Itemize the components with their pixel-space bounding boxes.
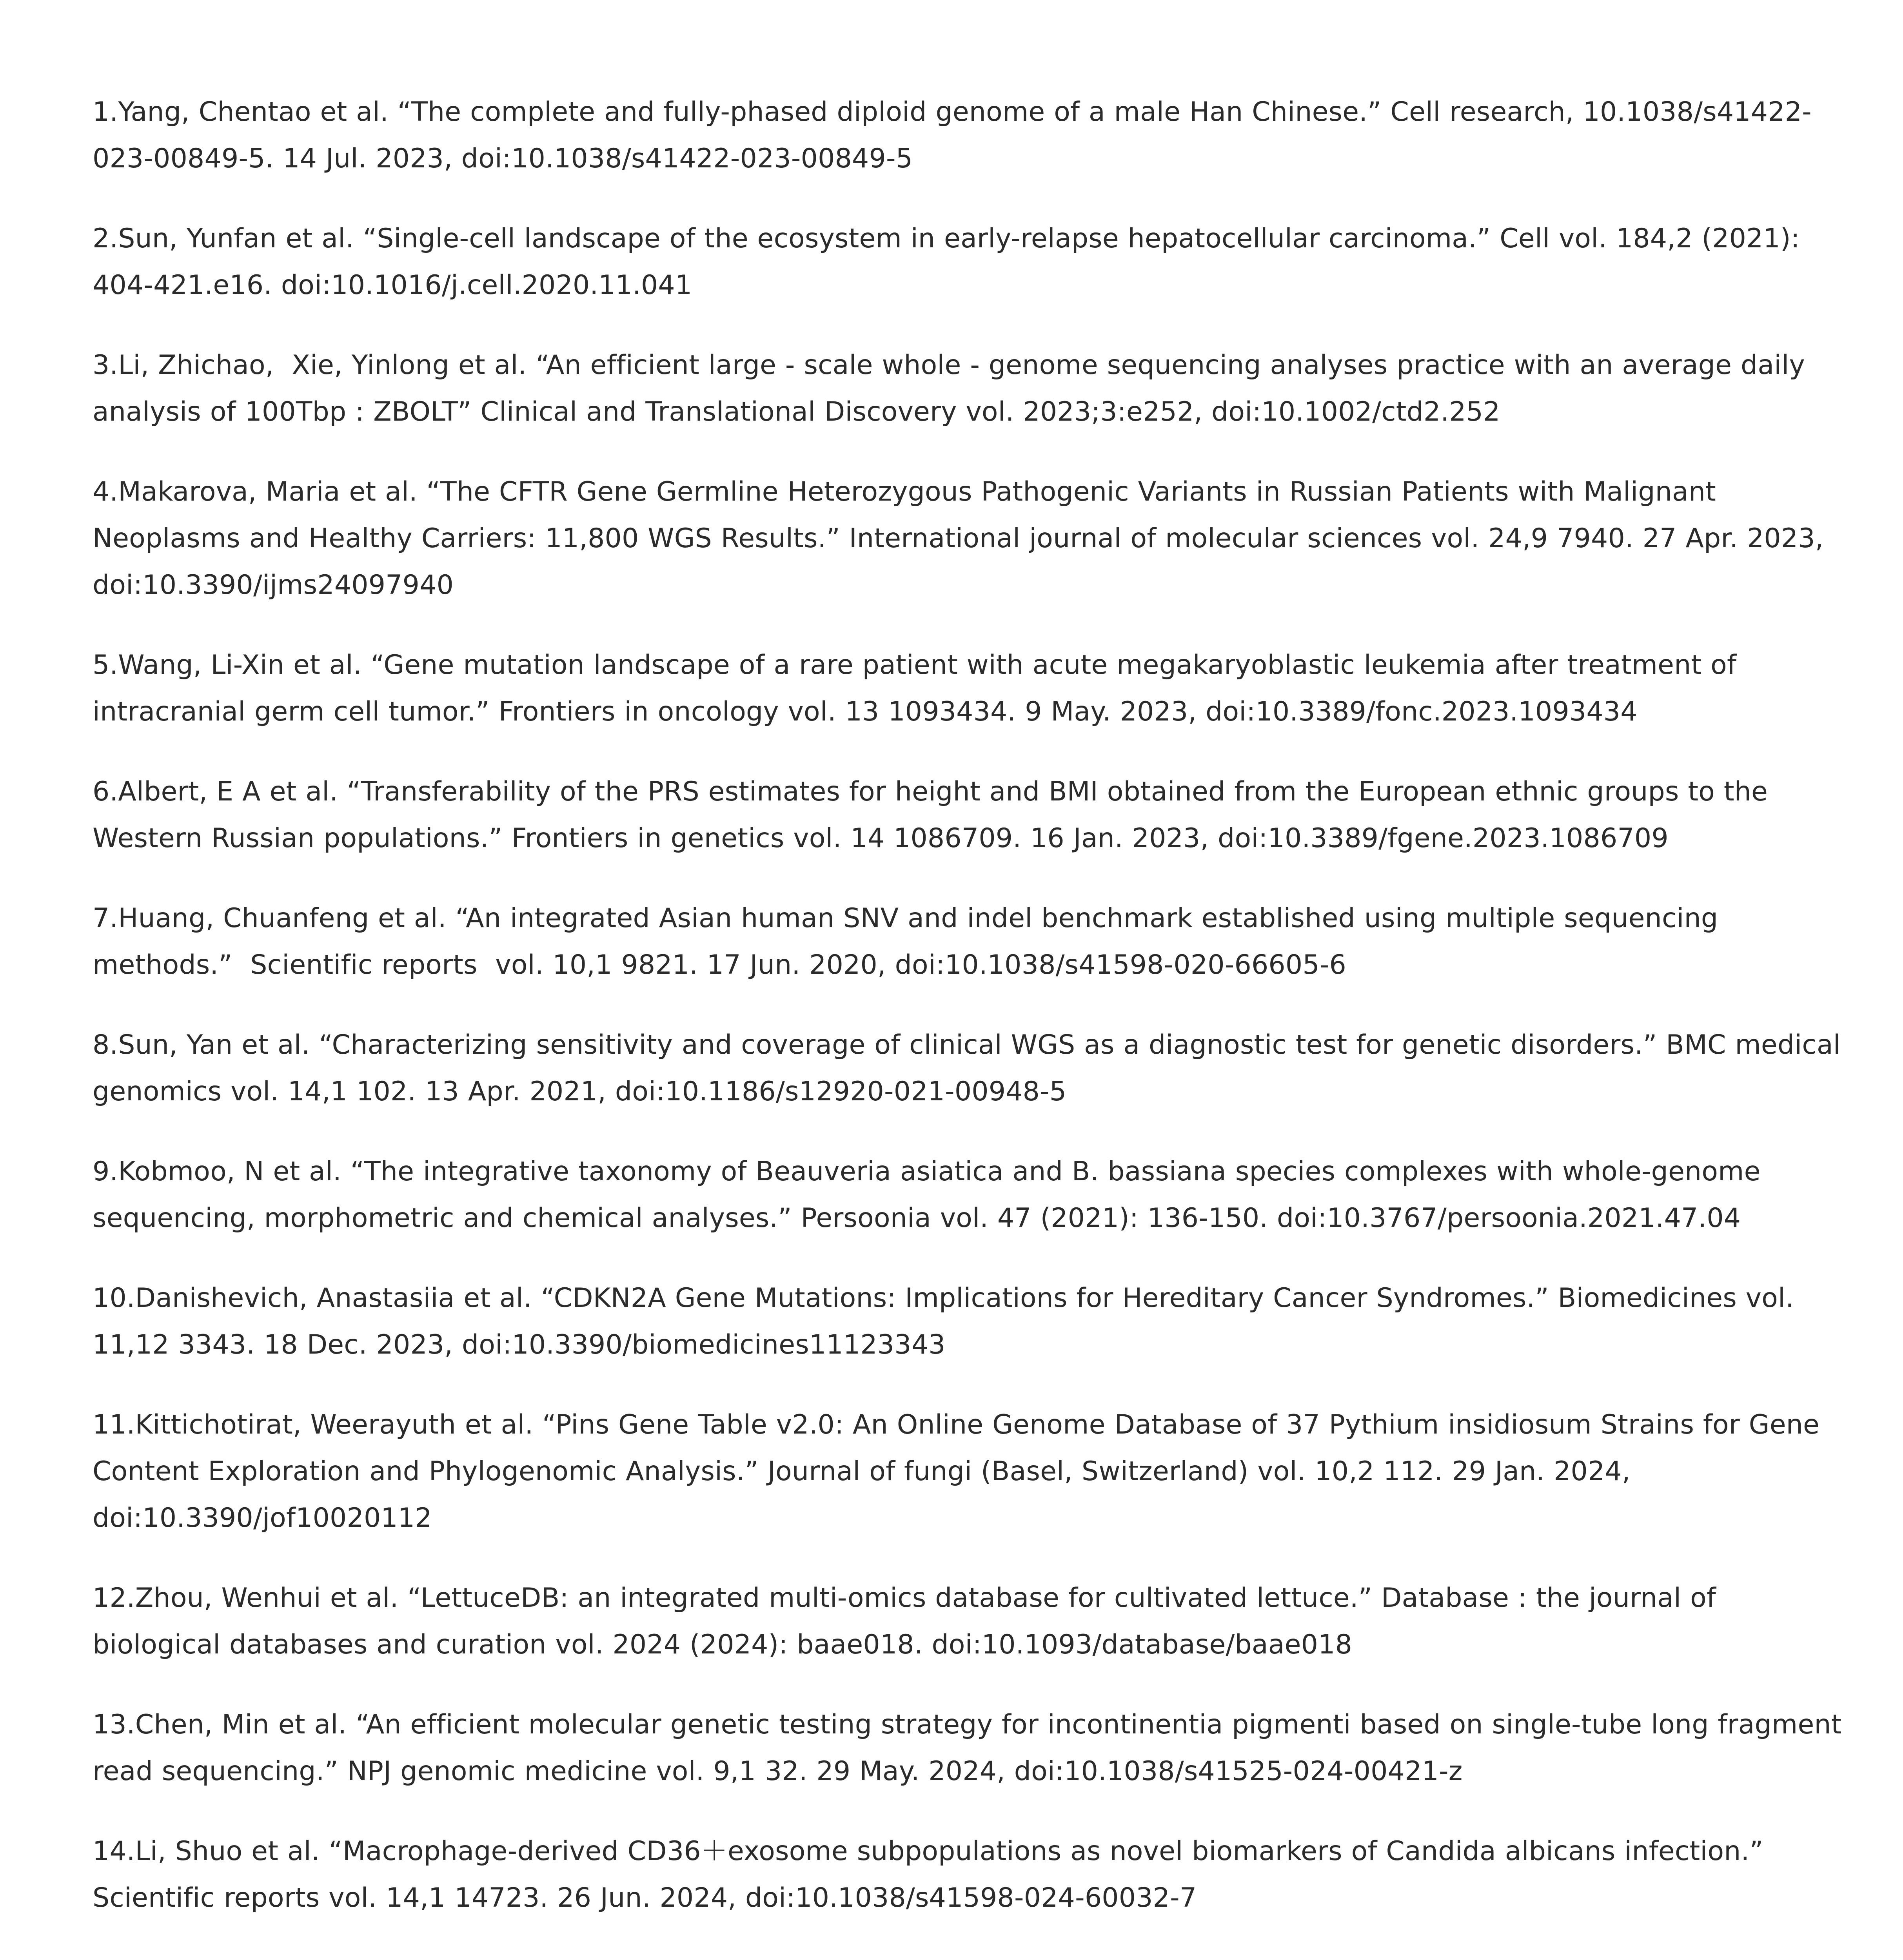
reference-list [93, 89, 1851, 1955]
reference-item-6: 6.Albert, E A et al. “Transferability of the PRS estimates for height and BMI obtained from the European ethnic groups to the Western Russian populations.” Frontiers in genetics vol. 14 1086709. 16 Jan. 2023, doi:10.3389/fgene.2023.1086709 [93, 776, 1777, 854]
reference-item-14: 14.Li, Shuo et al. “Macrophage-derived CD36＋exosome subpopulations as novel biomarkers of Candida albicans infection.” Scientific reports vol. 14,1 14723. 26 Jun. 2024, doi:10.1038/s41598-024-60032-7 [93, 1836, 1772, 1913]
reference-item-2: 2.Sun, Yunfan et al. “Single-cell landscape of the ecosystem in early-relapse hepatocellular carcinoma.” Cell vol. 184,2 (2021): 404-421.e16. doi:10.1016/j.cell.2020.11.041 [93, 223, 1809, 301]
reference-item-8: 8.Sun, Yan et al. “Characterizing sensitivity and coverage of clinical WGS as a diagnostic test for genetic disorders.” BMC medical genomics vol. 14,1 102. 13 Apr. 2021, doi:10.1186/s12920-021-00948-5 [93, 1029, 1850, 1107]
reference-item-4: 4.Makarova, Maria et al. “The CFTR Gene Germline Heterozygous Pathogenic Variants in Russian Patients with Malignant Neoplasms and Healthy Carriers: 11,800 WGS Results.” International journal of molecular sciences vol. 24,9 7940. 27 Apr. 2023, doi:10.3390/ijms24097940 [93, 476, 1833, 601]
reference-item-13: 13.Chen, Min et al. “An efficient molecular genetic testing strategy for incontinentia pigmenti based on single-tube long fragment read sequencing.” NPJ genomic medicine vol. 9,1 32. 29 May. 2024, doi:10.1038/s41525-024-00421-z [93, 1709, 1851, 1787]
reference-item-1: 1.Yang, Chentao et al. “The complete and fully-phased diploid genome of a male Han Chinese.” Cell research, 10.1038/s41422-023-00849-5. 14 Jul. 2023, doi:10.1038/s41422-023-00849-5 [93, 96, 1812, 174]
reference-item-9: 9.Kobmoo, N et al. “The integrative taxonomy of Beauveria asiatica and B. bassiana species complexes with whole-genome sequencing, morphometric and chemical analyses.” Persoonia vol. 47 (2021): 136-150. doi:10.3767/persoonia.2021.47.04 [93, 1156, 1770, 1234]
reference-item-3: 3.Li, Zhichao, Xie, Yinlong et al. “An efficient large - scale whole - genome sequencing analyses practice with an average daily analysis of 100Tbp : ZBOLT” Clinical and Translational Discovery vol. 2023;3:e252, doi:10.1002/ctd2.252 [93, 350, 1814, 427]
reference-item-10: 10.Danishevich, Anastasiia et al. “CDKN2A Gene Mutations: Implications for Hereditary Cancer Syndromes.” Biomedicines vol. 11,12 3343. 18 Dec. 2023, doi:10.3390/biomedicines11123343 [93, 1283, 1803, 1360]
reference-item-7: 7.Huang, Chuanfeng et al. “An integrated Asian human SNV and indel benchmark established using multiple sequencing methods.” Scientific reports vol. 10,1 9821. 17 Jun. 2020, doi:10.1038/s41598-020-66605-6 [93, 903, 1727, 980]
reference-item-5: 5.Wang, Li-Xin et al. “Gene mutation landscape of a rare patient with acute megakaryoblastic leukemia after treatment of intracranial germ cell tumor.” Frontiers in oncology vol. 13 1093434. 9 May. 2023, doi:10.3389/fonc.2023.1093434 [93, 650, 1745, 727]
reference-item-12: 12.Zhou, Wenhui et al. “LettuceDB: an integrated multi-omics database for cultivated lettuce.” Database : the journal of biological databases and curation vol. 2024 (2024): baae018. doi:10.1093/database/baae018 [93, 1583, 1725, 1660]
reference-item-11: 11.Kittichotirat, Weerayuth et al. “Pins Gene Table v2.0: An Online Genome Database of 37 Pythium insidiosum Strains for Gene Content Exploration and Phylogenomic Analysis.” Journal of fungi (Basel, Switzerland) vol. 10,2 112. 29 Jan. 2024, doi:10.3390/jof10020112 [93, 1409, 1829, 1534]
